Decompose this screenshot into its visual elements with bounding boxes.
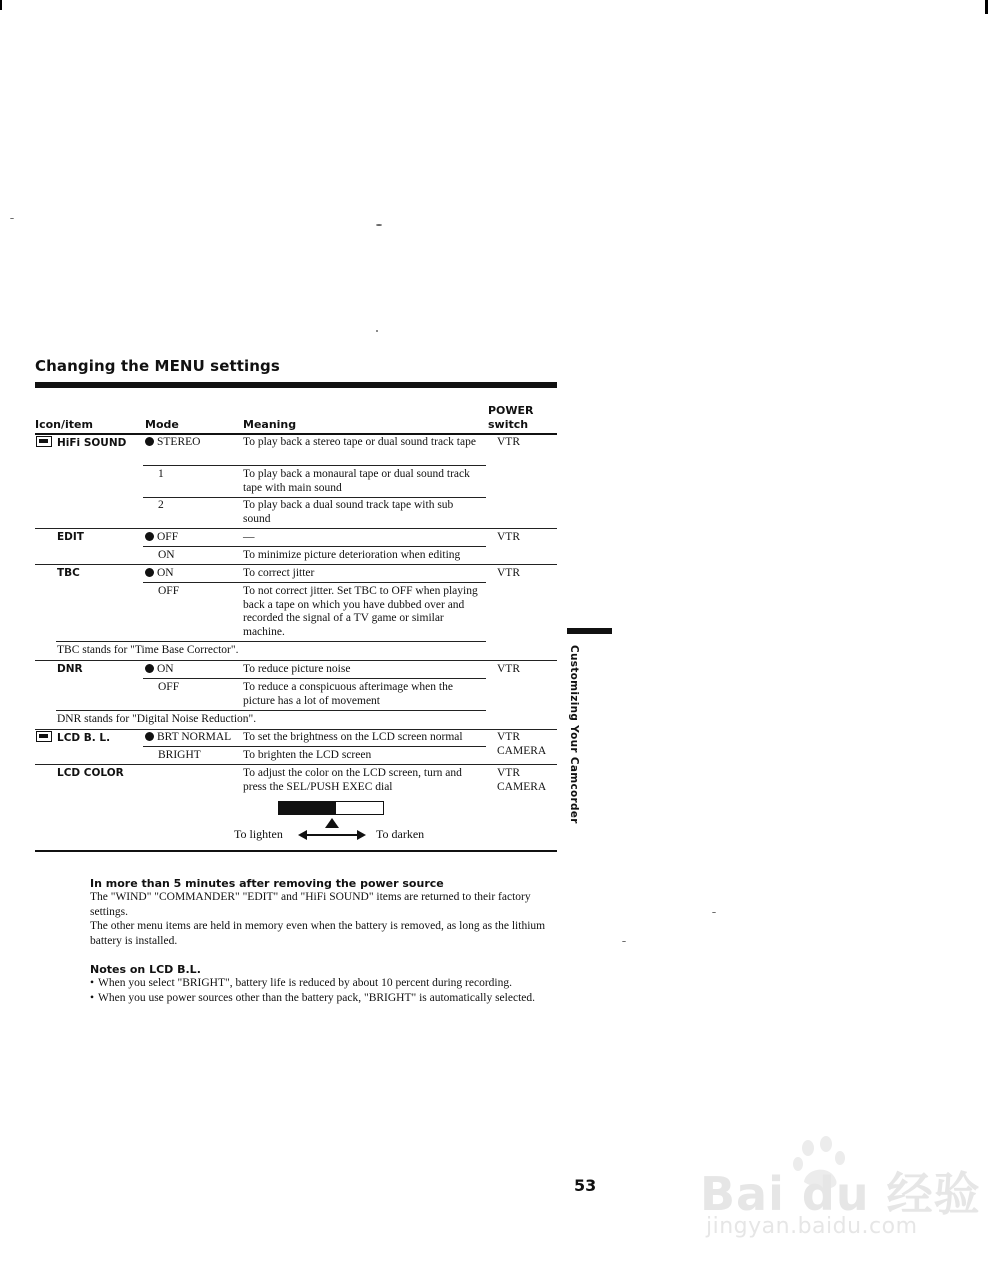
meaning-dnr-off: To reduce a conspicuous afterimage when the picture has a lot of movement [243, 681, 453, 707]
vtr-icon [36, 436, 52, 447]
double-arrow-line [300, 834, 364, 836]
lcd-color-bar-fill [278, 801, 336, 815]
note-text: The "WIND" "COMMANDER" "EDIT" and "HiFi SOUND" items are returned to their factory settings. [90, 891, 531, 918]
to-darken-label: To darken [376, 827, 425, 841]
power-hifi: VTR [497, 436, 520, 448]
mode-tbc-off: OFF [158, 585, 180, 597]
default-bullet-icon [145, 437, 154, 446]
meaning-bright: To brighten the LCD screen [243, 749, 372, 761]
power-lcd-color-2: CAMERA [497, 781, 547, 793]
item-tbc: TBC [57, 567, 80, 579]
default-bullet-icon [145, 664, 154, 673]
meaning-1: To play back a monaural tape or dual sound track tape with main sound [243, 468, 470, 494]
mode-edit-on: ON [158, 549, 175, 561]
row-rule [143, 746, 486, 747]
note-power-source [90, 877, 558, 948]
watermark-brand: Bai du 经验 [700, 1167, 981, 1221]
meaning-brt-normal: To set the brightness on the LCD screen normal [243, 731, 463, 743]
meaning-tbc-off: To not correct jitter. Set TBC to OFF when playing back a tape on which you have dubbed over and recorded the signal of a TV game or similar machine. [243, 585, 478, 638]
row-rule [56, 641, 486, 642]
side-tab-label: Customizing Your Camcorder [568, 645, 580, 824]
row-rule [143, 678, 486, 679]
power-lcd-color-1: VTR [497, 767, 520, 779]
lcd-icon [36, 731, 52, 742]
item-edit: EDIT [57, 531, 84, 543]
row-rule [143, 546, 486, 547]
scan-speck [622, 941, 626, 942]
power-lcd-bl-2: CAMERA [497, 745, 547, 757]
item-dnr: DNR [57, 663, 83, 675]
scan-speck [712, 912, 716, 913]
row-rule [56, 710, 486, 711]
mode-stereo: STEREO [145, 436, 200, 450]
note-lcd-bl [90, 963, 558, 1005]
note-title: In more than 5 minutes after removing the power source [90, 877, 444, 890]
row-rule [35, 729, 557, 730]
row-rule [143, 582, 486, 583]
item-lcd-bl: LCD B. L. [36, 731, 110, 744]
power-dnr: VTR [497, 663, 520, 675]
row-rule [35, 564, 557, 565]
meaning-2: To play back a dual sound track tape with sub sound [243, 499, 454, 525]
meaning-stereo: To play back a stereo tape or dual sound track tape [243, 436, 476, 448]
dnr-note: DNR stands for "Digital Noise Reduction". [57, 713, 257, 725]
power-edit: VTR [497, 531, 520, 543]
mode-tbc-on: ON [145, 567, 174, 581]
page-edge-mark [985, 0, 988, 14]
row-rule [143, 497, 486, 498]
item-lcd-color: LCD COLOR [57, 767, 124, 779]
mode-1: 1 [158, 468, 164, 480]
mode-dnr-off: OFF [158, 681, 180, 693]
header-rule [35, 433, 557, 435]
mode-edit-off: OFF [145, 531, 178, 545]
scan-speck [376, 224, 382, 226]
row-rule [35, 528, 557, 529]
watermark-url: jingyan.baidu.com [706, 1214, 918, 1239]
mode-bright: BRIGHT [158, 749, 201, 761]
to-lighten-label: To lighten [234, 827, 283, 841]
mode-dnr-on: ON [145, 663, 174, 677]
side-tab-marker [567, 628, 612, 634]
default-bullet-icon [145, 532, 154, 541]
row-rule [35, 764, 557, 765]
mode-brt-normal: BRT NORMAL [145, 731, 231, 745]
header-meaning: Meaning [243, 418, 297, 431]
item-hifi-sound: HiFi SOUND [36, 436, 126, 449]
power-lcd-bl-1: VTR [497, 731, 520, 743]
title-rule [35, 382, 557, 388]
header-power-line2: switch [488, 418, 529, 431]
section-title: Changing the MENU settings [35, 357, 280, 375]
power-tbc: VTR [497, 567, 520, 579]
meaning-edit-on: To minimize picture deterioration when editing [243, 549, 461, 561]
meaning-dnr-on: To reduce picture noise [243, 663, 351, 675]
header-icon-item: Icon/item [35, 418, 93, 431]
page-number: 53 [574, 1176, 597, 1195]
scan-speck [376, 330, 378, 332]
mode-2: 2 [158, 499, 164, 511]
header-power-line1: POWER [488, 404, 534, 417]
meaning-lcd-color: To adjust the color on the LCD screen, turn and press the SEL/PUSH EXEC dial [243, 767, 462, 793]
header-mode: Mode [145, 418, 179, 431]
scan-speck [10, 218, 14, 219]
arrow-right-icon [357, 830, 366, 840]
default-bullet-icon [145, 732, 154, 741]
row-rule [143, 465, 486, 466]
meaning-edit-off: — [243, 531, 255, 543]
page-edge-tick [0, 0, 2, 10]
note-title: Notes on LCD B.L. [90, 963, 201, 976]
tbc-note: TBC stands for "Time Base Corrector". [57, 644, 239, 656]
default-bullet-icon [145, 568, 154, 577]
note-bullet: • When you use power sources other than the battery pack, "BRIGHT" is automatically selected. [90, 991, 535, 1004]
note-text: The other menu items are held in memory even when the battery is removed, as long as the lithium battery is installed. [90, 920, 546, 947]
row-rule [35, 660, 557, 661]
meaning-tbc-on: To correct jitter [243, 567, 315, 579]
note-bullet: • When you select "BRIGHT", battery life is reduced by about 10 percent during recording. [90, 977, 512, 989]
triangle-marker-icon [325, 818, 339, 828]
table-bottom-rule [35, 850, 557, 852]
